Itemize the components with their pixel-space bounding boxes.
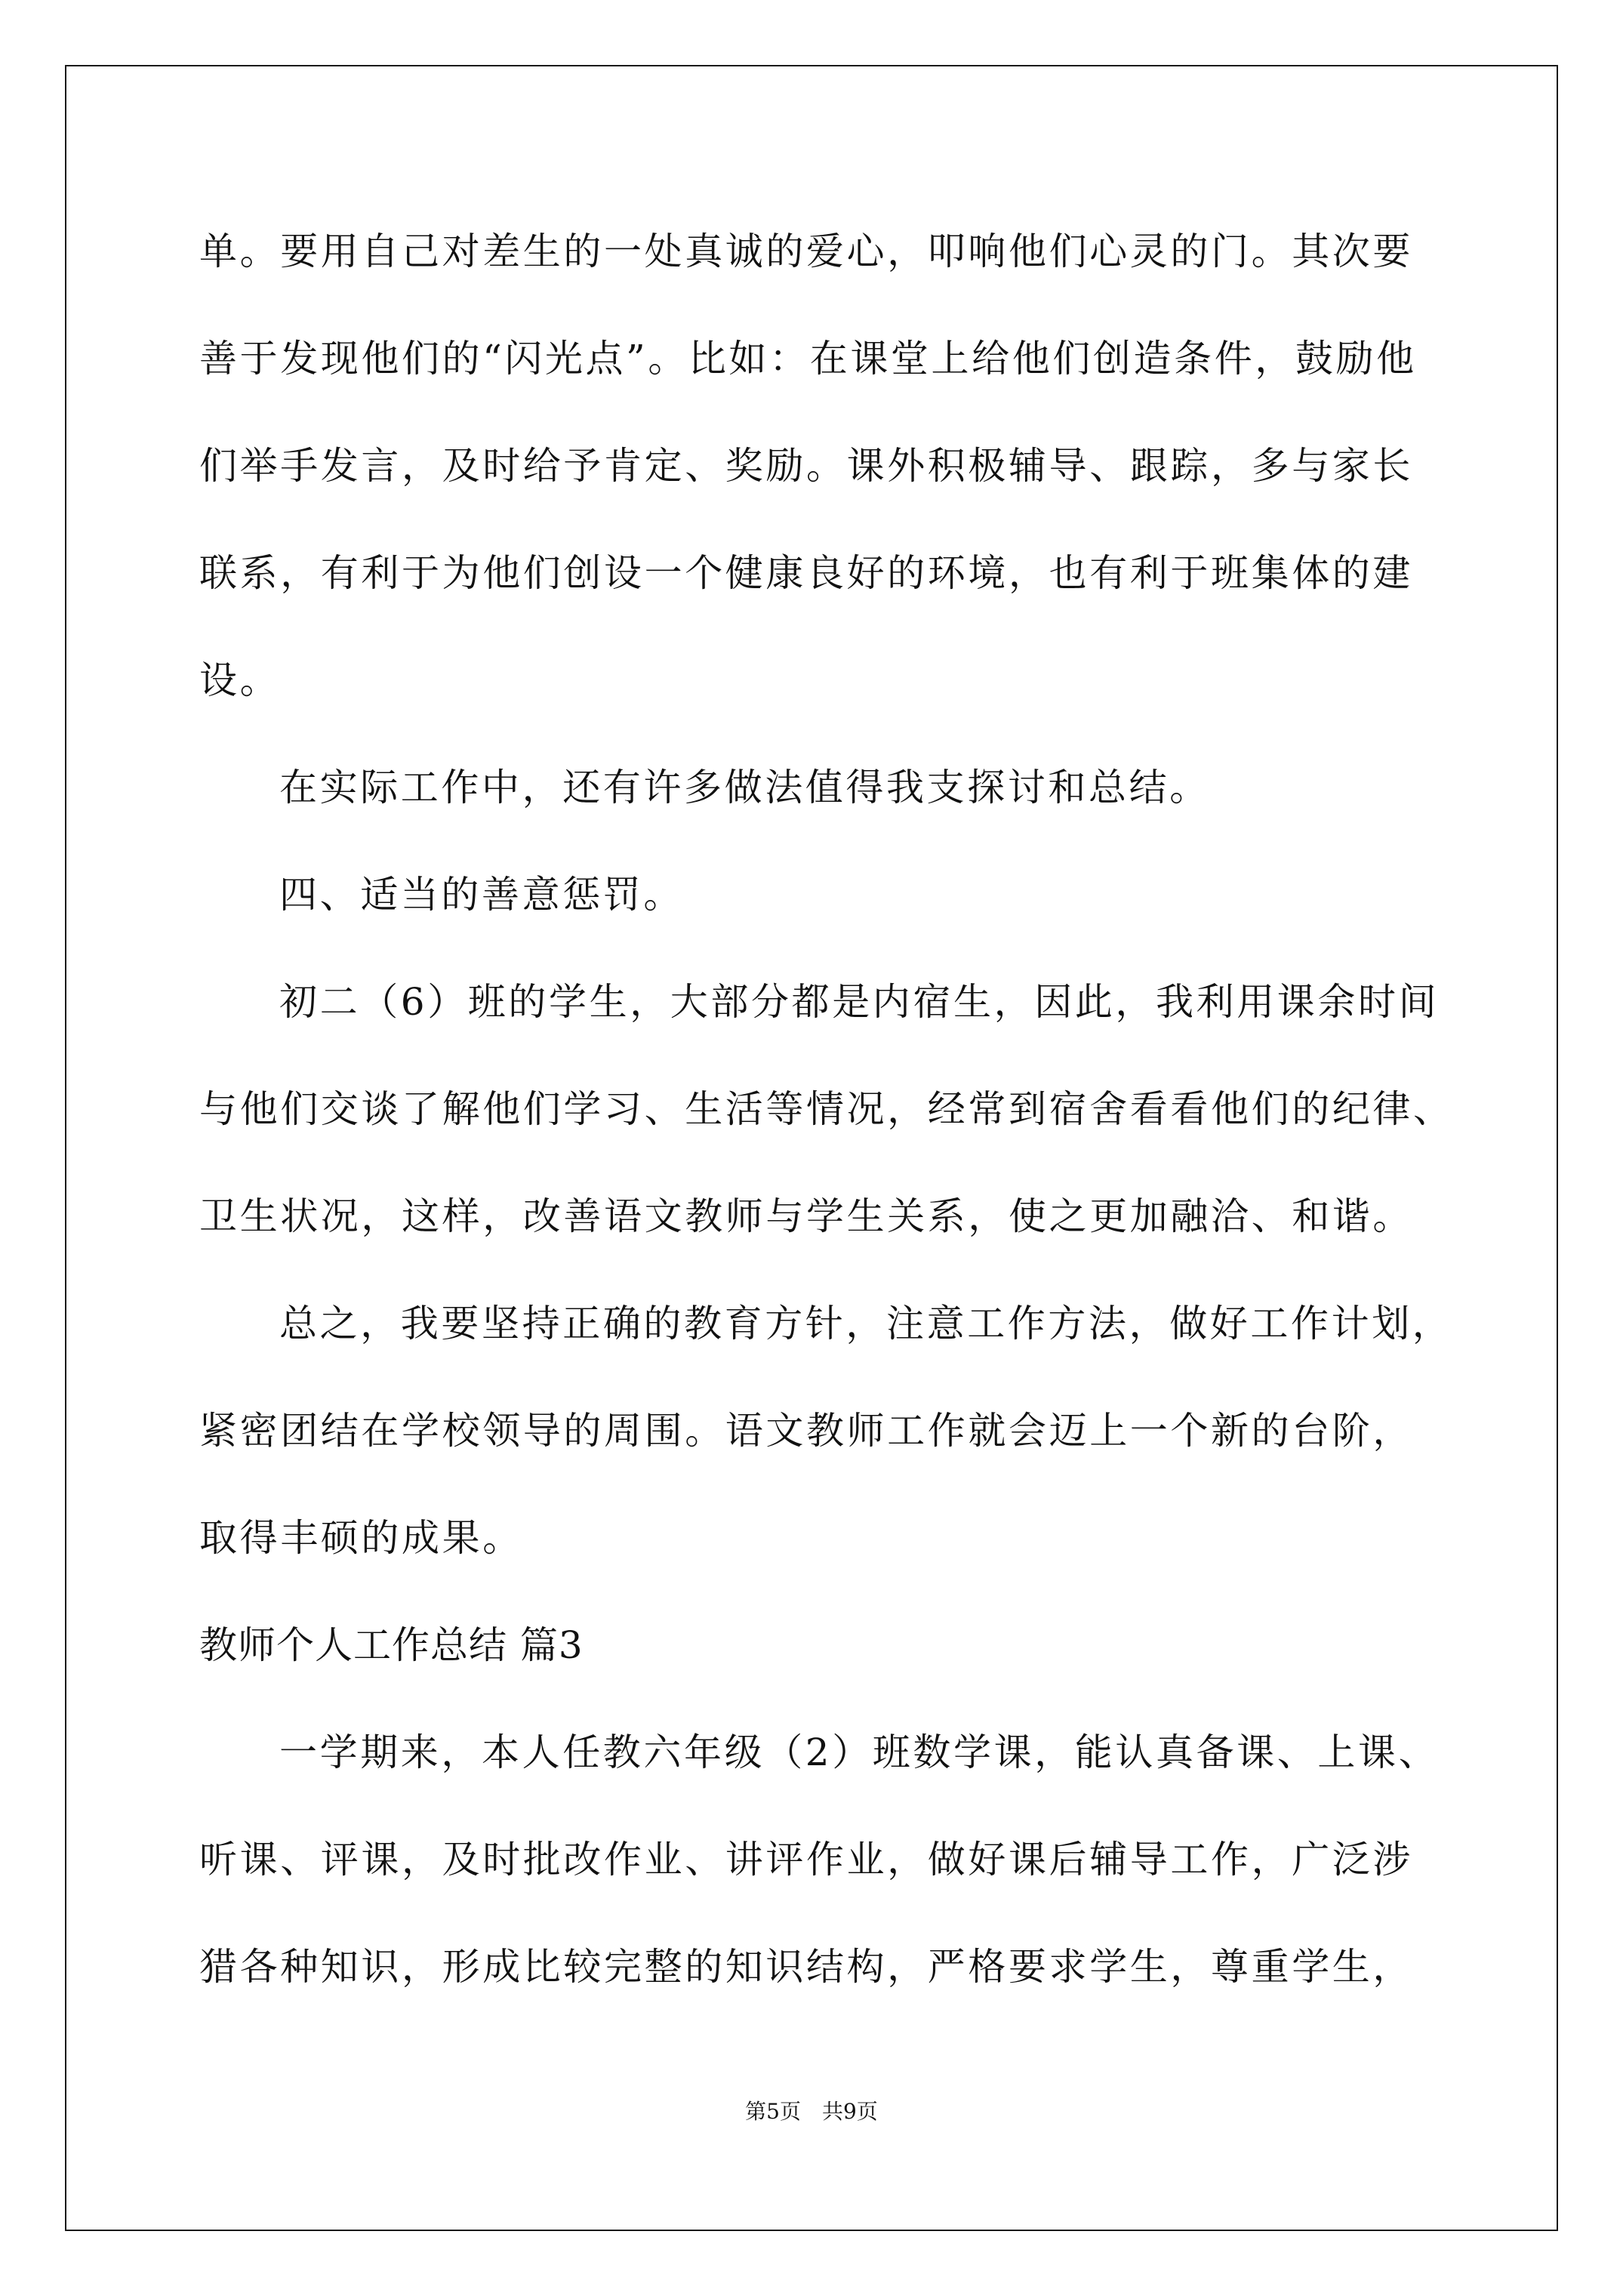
body-line: 单。要用自己对差生的一处真诚的爱心，叩响他们心灵的门。其次要 <box>199 230 1413 273</box>
body-line: 猎各种知识，形成比较完整的知识结构，严格要求学生，尊重学生， <box>199 1945 1413 1989</box>
body-line: 初二（6）班的学生，大部分都是内宿生，因此，我利用课余时间 <box>279 980 1440 1024</box>
body-line: 们举手发言，及时给予肯定、奖励。课外积极辅导、跟踪，多与家长 <box>199 444 1413 488</box>
body-line: 总之，我要坚持正确的教育方针，注意工作方法，做好工作计划， <box>279 1302 1453 1345</box>
body-line: 紧密团结在学校领导的周围。语文教师工作就会迈上一个新的台阶， <box>199 1409 1413 1453</box>
body-line: 听课、评课，及时批改作业、讲评作业，做好课后辅导工作，广泛涉 <box>199 1838 1413 1881</box>
body-line: 在实际工作中，还有许多做法值得我支探讨和总结。 <box>279 766 1210 809</box>
body-line: 取得丰硕的成果。 <box>199 1516 523 1560</box>
page-border <box>65 65 1558 2231</box>
body-line: 卫生状况，这样，改善语文教师与学生关系，使之更加融洽、和谐。 <box>199 1194 1413 1238</box>
body-line: 一学期来，本人任教六年级（2）班数学课，能认真备课、上课、 <box>279 1730 1440 1774</box>
body-line: 与他们交谈了解他们学习、生活等情况，经常到宿舍看看他们的纪律、 <box>199 1087 1454 1131</box>
section-heading: 四、适当的善意惩罚。 <box>279 873 684 917</box>
body-line: 联系，有利于为他们创设一个健康良好的环境，也有利于班集体的建 <box>199 551 1413 595</box>
article-title: 教师个人工作总结 篇3 <box>199 1623 584 1667</box>
body-line: 善于发现他们的“闪光点”。比如：在课堂上给他们创造条件，鼓励他 <box>199 337 1417 381</box>
page-number-footer: 第5页 共9页 <box>745 2099 878 2124</box>
body-line: 设。 <box>199 658 281 702</box>
